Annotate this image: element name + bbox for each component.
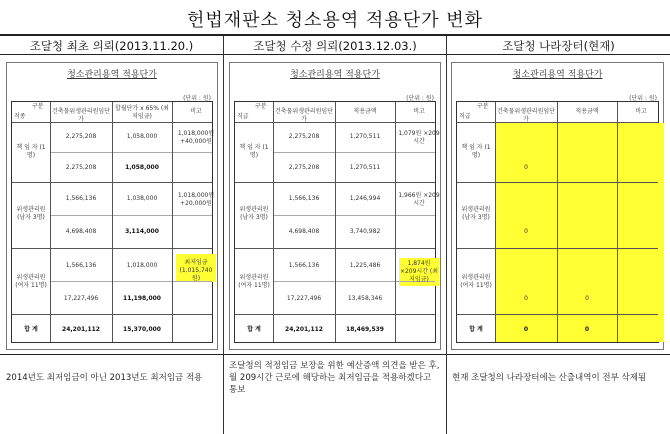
cell: 13,458,346 [347,295,383,302]
cell: 4,698,408 [65,228,97,235]
cell: 1,079원 ×209시간 [398,130,440,145]
cell: 1,270,511 [349,164,381,171]
cell: 17,227,496 [286,295,322,302]
header-jikgeup: 직급 [237,113,249,120]
cell: 2,275,208 [65,133,97,140]
rate-table [11,101,213,343]
cell: 1,058,000 [125,164,159,171]
top-rule [0,34,670,36]
cell: 2,275,208 [288,164,320,171]
total-applied: 15,370,000 [123,326,161,333]
row-label-female-staff: 위생관리원 (여자 11명) [238,274,270,289]
header-gubun: 구분 [477,103,489,110]
header-base-rate: 건축물위생관리원임단가 [52,108,110,123]
cell: 1,270,511 [349,133,381,140]
row-label-female-staff: 위생관리원 (여자 11명) [460,274,492,289]
note-current: 현재 조달청의 나라장터에는 산출내역이 전부 삭제됨 [452,373,647,383]
cell: 1,966원 ×209시간 [398,192,440,207]
notes-rule [0,354,670,355]
rate-table [234,101,440,343]
cell: 2,275,208 [288,133,320,140]
panel-title: 청소관리용역 적용단가 [290,70,380,80]
header-base-rate: 건축물위생관리원임단가 [275,108,333,123]
row-label-supervisor: 책 임 자 (1명) [461,144,491,159]
cell: 1,566,136 [65,195,97,202]
panel-revised [229,62,441,350]
header-rule [0,54,670,55]
column-heading-initial: 조달청 최초 의뢰(2013.11.20.) [29,39,194,53]
cell: 최저임금 (1,015,740원) [179,259,213,282]
row-label-male-staff: 위생관리원 (남자 3명) [16,206,46,221]
column-divider [223,36,224,434]
cell: 1,566,136 [288,262,320,269]
header-remark: 비고 [413,108,425,115]
row-label-supervisor: 책 임 자 (1명) [16,144,46,159]
total-applied: 0 [584,326,590,333]
cell: 1,018,000원 +20,000원 [177,192,215,207]
total-label: 합 계 [469,326,483,333]
panel-initial [6,62,218,350]
header-applied: 합월단가 x 65% (최저임금) [115,105,169,120]
cell: 3,114,000 [125,228,159,235]
unit-label: (단위 : 원) [629,95,657,102]
cell: 1,038,000 [126,195,158,202]
cell: 3,740,982 [349,228,381,235]
note-initial: 2014년도 최저임금이 아닌 2013년도 최저임금 적용 [6,373,203,383]
cell: 0 [585,295,589,302]
unit-label: (단위 : 원) [183,95,211,102]
unit-label: (단위 : 원) [406,95,434,102]
header-remark: 비고 [635,108,647,115]
header-gubun: 구분 [32,103,44,110]
total-label: 합 계 [247,326,261,333]
panel-title: 청소관리용역 적용단가 [512,70,603,80]
cell: 0 [524,228,528,235]
cell: 1,225,486 [349,262,381,269]
cell: 1,018,000원 +40,000원 [177,130,215,145]
cell: 1,566,136 [65,262,97,269]
page-title: 헌법재판소 청소용역 적용단가 변화 [187,10,483,31]
panel-title: 청소관리용역 적용단가 [67,70,157,80]
column-heading-current: 조달청 나라장터(현재) [502,39,615,53]
rate-table [456,101,659,343]
cell: 1,246,994 [349,195,381,202]
cell: 1,874원 ×209시간 (최저임금) [399,260,439,283]
panel-current [451,62,664,350]
header-applied: 적용금액 [575,108,599,115]
cell: 4,698,408 [288,228,320,235]
cell: 0 [524,295,528,302]
total-base: 24,201,112 [285,326,323,333]
header-remark: 비고 [190,108,202,115]
row-label-male-staff: 위생관리원 (남자 3명) [239,206,269,221]
cell: 0 [524,164,528,171]
row-label-male-staff: 위생관리원 (남자 3명) [461,206,491,221]
cell: 1,018,000 [126,262,158,269]
header-jikgeup: 직급 [459,113,471,120]
total-base: 24,201,112 [62,326,100,333]
cell: 1,566,136 [288,195,320,202]
column-divider [446,36,447,434]
header-applied: 적용금액 [353,108,377,115]
row-label-female-staff: 위생관리원 (여자 11명) [15,274,47,289]
row-label-supervisor: 책 임 자 (1명) [239,144,269,159]
column-heading-revised: 조달청 수정 의뢰(2013.12.03.) [253,39,417,53]
cell: 11,198,000 [123,295,161,302]
cell: 1,058,000 [126,133,158,140]
total-label: 합 계 [24,326,38,333]
total-base: 0 [523,326,529,333]
cell: 17,227,496 [63,295,99,302]
total-applied: 18,469,539 [346,326,384,333]
cell: 2,275,208 [65,164,97,171]
header-gubun: 구분 [255,103,267,110]
header-jikjong: 직종 [14,113,26,120]
header-base-rate: 건축물위생관리원임단가 [497,108,555,123]
note-revised: 조달청의 적정임금 보장을 위한 예산증액 의견을 받은 후, 월 209시간 근로에 해당하는 최저임금을 적용하겠다고 통보 [229,361,440,395]
